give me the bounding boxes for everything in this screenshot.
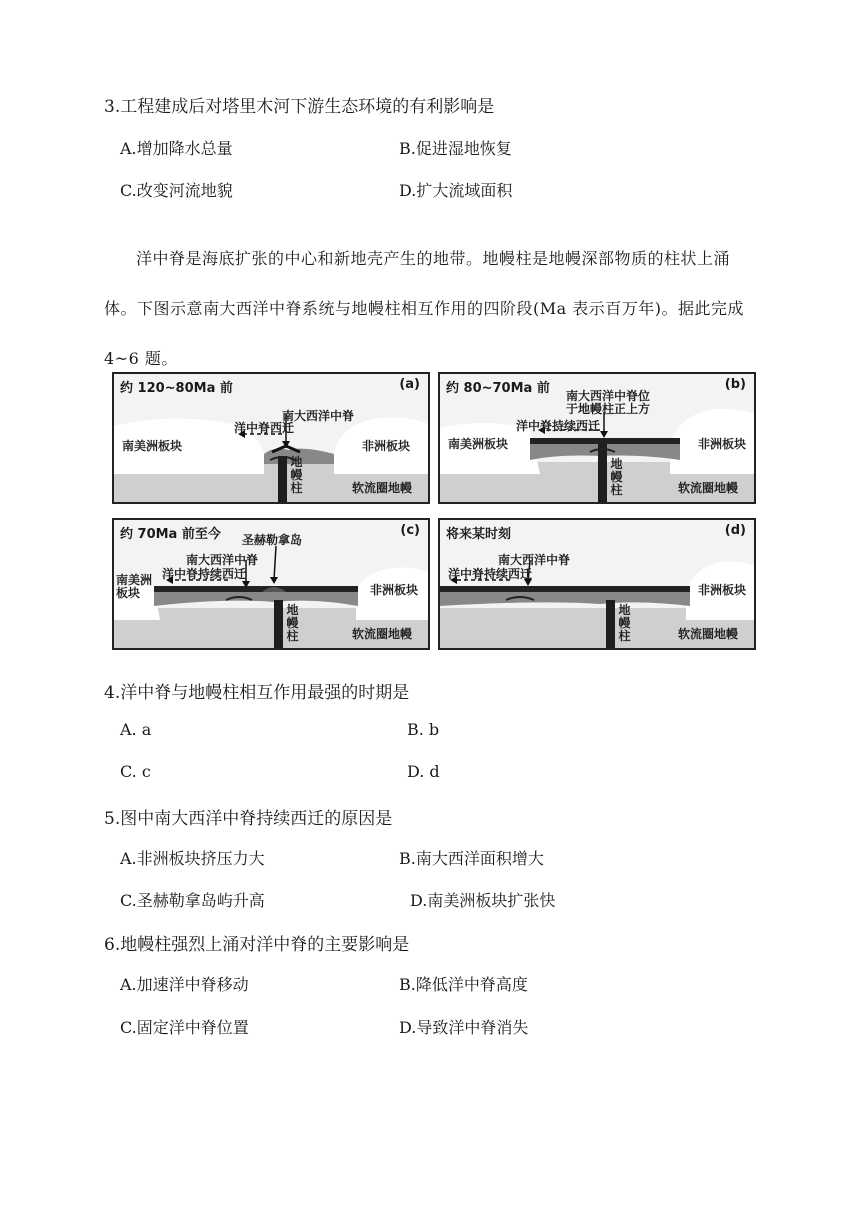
panel-c-ridge-label: 南大西洋中脊 [186, 553, 259, 567]
q5-option-a: A.非洲板块挤压力大 [120, 849, 265, 868]
panel-a-astheno-label: 软流圈地幔 [352, 481, 413, 495]
q6-option-a: A.加速洋中脊移动 [120, 975, 249, 994]
panel-d-astheno-label: 软流圈地幔 [678, 627, 739, 641]
panel-b-title: 约 80~70Ma 前 [446, 381, 550, 396]
panel-b-ridge-label: 南大西洋中脊位于地幔柱正上方 [566, 389, 651, 416]
panel-d-letter: (d) [724, 523, 746, 538]
q3-option-a: A.增加降水总量 [120, 139, 233, 158]
q4-option-c: C. c [120, 762, 151, 781]
panel-c-migrate-label: 洋中脊持续西迁 [162, 567, 247, 581]
q4-option-d: D. d [407, 762, 440, 781]
passage-line-2: 体。下图示意南大西洋中脊系统与地幔柱相互作用的四阶段(Ma 表示百万年)。据此完成 [104, 299, 744, 318]
q5-stem: 5.图中南大西洋中脊持续西迁的原因是 [104, 809, 393, 829]
q6-option-b: B.降低洋中脊高度 [399, 975, 528, 994]
panel-a [112, 372, 430, 504]
q6-option-c: C.固定洋中脊位置 [120, 1018, 249, 1037]
panel-d-title: 将来某时刻 [446, 527, 512, 542]
panel-d-plume-label: 地幔柱 [618, 603, 631, 643]
q5-option-d: D.南美洲板块扩张快 [410, 891, 556, 910]
panel-c-island-label: 圣赫勒拿岛 [242, 533, 303, 547]
passage-line-3: 4~6 题。 [104, 349, 178, 368]
q4-option-b: B. b [407, 720, 440, 739]
panel-b [438, 372, 756, 504]
panel-c-astheno-label: 软流圈地幔 [352, 627, 413, 641]
panel-b-plume-label: 地幔柱 [610, 457, 623, 497]
q4-stem: 4.洋中脊与地幔柱相互作用最强的时期是 [104, 683, 410, 703]
q5-option-b: B.南大西洋面积增大 [399, 849, 544, 868]
panel-d-ridge-label: 南大西洋中脊 [498, 553, 571, 567]
panel-b-letter: (b) [724, 377, 746, 392]
panel-d-migrate-label: 洋中脊持续西迁 [448, 567, 533, 581]
panel-b-af-plate: 非洲板块 [698, 437, 747, 451]
panel-a-title: 约 120~80Ma 前 [120, 381, 233, 396]
panel-c-title: 约 70Ma 前至今 [120, 527, 221, 542]
panel-c-plume-label: 地幔柱 [286, 603, 299, 643]
panel-b-migrate-label: 洋中脊持续西迁 [516, 419, 601, 433]
panel-b-sa-plate: 南美洲板块 [448, 437, 509, 451]
q4-option-a: A. a [120, 720, 152, 739]
q3-option-d: D.扩大流域面积 [399, 181, 513, 200]
panel-d [438, 518, 756, 650]
q5-option-c: C.圣赫勒拿岛屿升高 [120, 891, 265, 910]
panel-b-astheno-label: 软流圈地幔 [678, 481, 739, 495]
panel-a-plume-label: 地幔柱 [290, 455, 303, 495]
panel-c-letter: (c) [400, 523, 420, 538]
panel-a-migrate-label: 洋中脊西迁 [234, 421, 295, 435]
panel-a-af-plate: 非洲板块 [362, 439, 411, 453]
q3-option-b: B.促进湿地恢复 [399, 139, 512, 158]
passage-line-1: 洋中脊是海底扩张的中心和新地壳产生的地带。地幔柱是地幔深部物质的柱状上涌 [136, 249, 731, 268]
q6-option-d: D.导致洋中脊消失 [399, 1018, 529, 1037]
panel-c [112, 518, 430, 650]
panel-c-sa-plate: 南美洲板块 [116, 573, 153, 600]
q6-stem: 6.地幔柱强烈上涌对洋中脊的主要影响是 [104, 935, 410, 955]
q3-option-c: C.改变河流地貌 [120, 181, 233, 200]
panel-a-letter: (a) [399, 377, 420, 392]
panel-c-af-plate: 非洲板块 [370, 583, 419, 597]
panel-d-af-plate: 非洲板块 [698, 583, 747, 597]
panel-a-ridge-label: 南大西洋中脊 [282, 409, 355, 423]
q3-stem: 3.工程建成后对塔里木河下游生态环境的有利影响是 [104, 97, 495, 117]
panel-a-sa-plate: 南美洲板块 [122, 439, 183, 453]
